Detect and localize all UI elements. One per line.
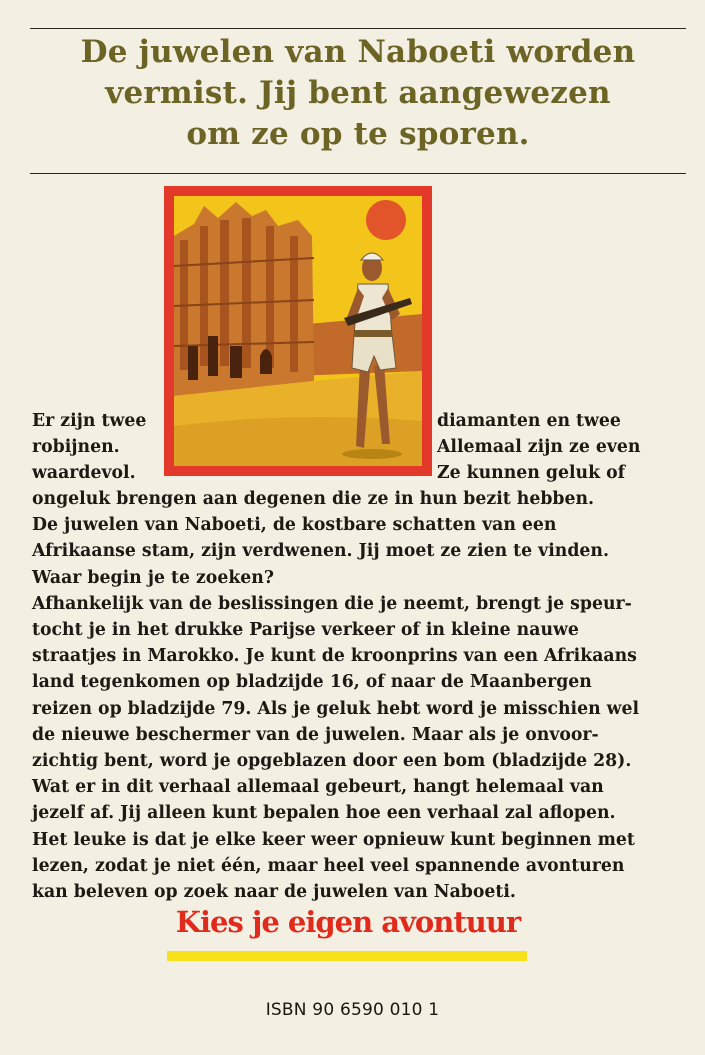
text-line: Ze kunnen geluk of bbox=[437, 463, 626, 484]
headline-line: om ze op te sporen. bbox=[186, 116, 530, 152]
text-line: land tegenkomen op bladzijde 16, of naar de Maanbergen bbox=[32, 672, 592, 693]
text-line: reizen op bladzijde 79. Als je geluk hebt word je misschien wel bbox=[32, 698, 640, 719]
right-text-column bbox=[437, 408, 640, 487]
illustration-scene bbox=[174, 196, 422, 466]
cover-illustration bbox=[164, 186, 432, 476]
isbn-number: ISBN 90 6590 010 1 bbox=[265, 1000, 440, 1020]
text-line: Het leuke is dat je elke keer weer opnieuw kunt beginnen met bbox=[32, 829, 635, 850]
text-line: Allemaal zijn ze even bbox=[437, 437, 641, 458]
top-rule bbox=[30, 28, 686, 29]
middle-rule bbox=[30, 173, 686, 174]
series-underline-bar bbox=[167, 951, 527, 961]
text-line: tocht je in het drukke Parijse verkeer of in kleine nauwe bbox=[32, 620, 579, 641]
text-line: diamanten en twee bbox=[437, 411, 621, 431]
text-line: Er zijn twee bbox=[32, 411, 147, 431]
text-line: kan beleven op zoek naar de juwelen van Naboeti. bbox=[32, 882, 516, 903]
text-line: Afrikaanse stam, zijn verdwenen. Jij moet ze zien te vinden. bbox=[32, 541, 609, 562]
text-line: Waar begin je te zoeken? bbox=[32, 567, 274, 588]
series-title: Kies je eigen avontuur bbox=[175, 905, 521, 939]
body-paragraph bbox=[32, 486, 639, 905]
headline bbox=[30, 32, 686, 155]
text-line: waardevol. bbox=[32, 463, 136, 484]
text-line: De juwelen van Naboeti, de kostbare schatten van een bbox=[32, 515, 557, 536]
left-text-column bbox=[32, 408, 146, 487]
text-line: straatjes in Marokko. Je kunt de kroonprins van een Afrikaans bbox=[32, 646, 637, 667]
text-line: de nieuwe beschermer van de juwelen. Maar als je onvoor- bbox=[32, 724, 599, 745]
text-line: Wat er in dit verhaal allemaal gebeurt, hangt helemaal van bbox=[32, 777, 604, 798]
text-line: zichtig bent, word je opgeblazen door een bom (bladzijde 28). bbox=[32, 751, 632, 772]
text-line: robijnen. bbox=[32, 437, 120, 458]
text-line: Afhankelijk van de beslissingen die je neemt, brengt je speur- bbox=[32, 593, 632, 614]
text-line: lezen, zodat je niet één, maar heel veel spannende avonturen bbox=[32, 855, 625, 876]
headline-line: De juwelen van Naboeti worden bbox=[80, 34, 636, 70]
text-line: jezelf af. Jij alleen kunt bepalen hoe een verhaal zal aflopen. bbox=[32, 803, 616, 824]
text-line: ongeluk brengen aan degenen die ze in hun bezit hebben. bbox=[32, 489, 595, 509]
headline-line: vermist. Jij bent aangewezen bbox=[105, 75, 611, 111]
